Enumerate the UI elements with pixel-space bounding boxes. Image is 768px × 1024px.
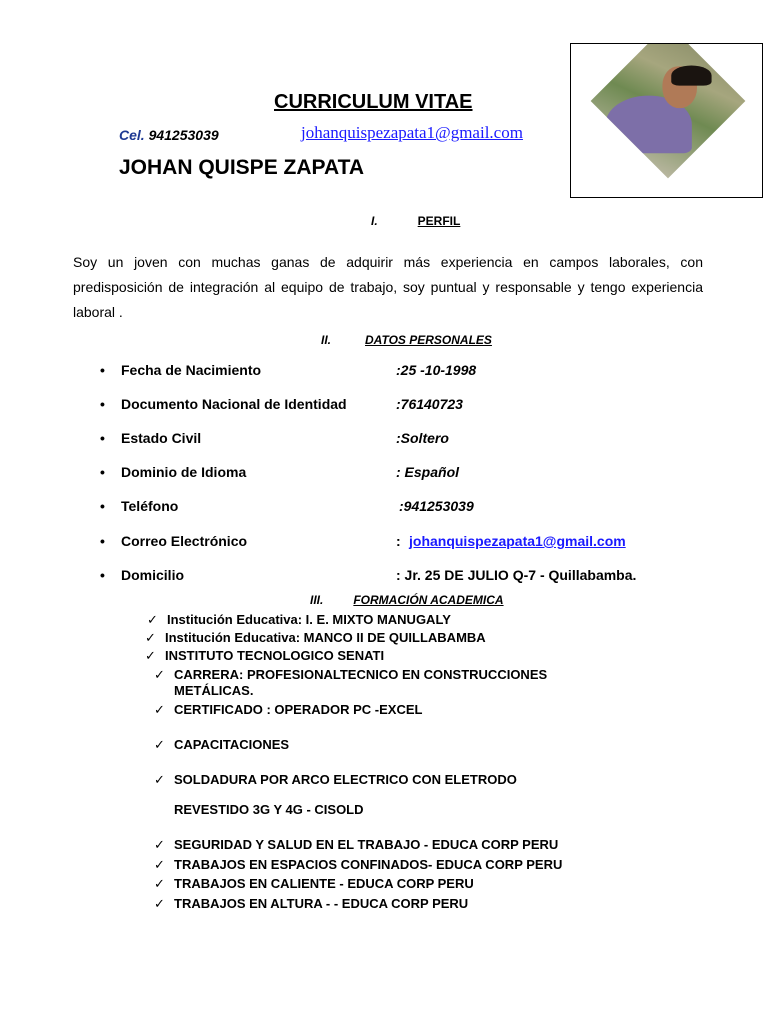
datos-label: Domicilio (121, 567, 185, 583)
datos-label: Teléfono (121, 498, 179, 514)
email-link[interactable]: johanquispezapata1@gmail.com (301, 123, 523, 142)
section-number: III. (310, 593, 324, 607)
phone-line (119, 127, 219, 143)
check-icon: ✓ (154, 896, 165, 911)
bullet: • (100, 362, 105, 378)
formacion-text: SEGURIDAD Y SALUD EN EL TRABAJO - EDUCA CORP PERU (174, 837, 559, 852)
check-icon: ✓ (154, 837, 165, 852)
section-title: FORMACIÓN ACADEMICA (353, 593, 504, 607)
section-title: DATOS PERSONALES (365, 333, 492, 347)
datos-value-prefix: : (396, 533, 401, 549)
phone-label: Cel. (119, 127, 145, 143)
datos-value: : Español (396, 464, 460, 480)
bullet: • (100, 498, 105, 514)
bullet: • (100, 464, 105, 480)
check-icon: ✓ (154, 876, 165, 891)
formacion-text: INSTITUTO TECNOLOGICO SENATI (165, 648, 385, 663)
datos-value: :76140723 (396, 396, 463, 412)
perfil-paragraph (73, 250, 703, 325)
full-name: JOHAN QUISPE ZAPATA (119, 156, 365, 179)
formacion-text: REVESTIDO 3G Y 4G - CISOLD (174, 802, 364, 817)
section-heading-perfil (371, 214, 460, 228)
datos-label: Estado Civil (121, 430, 202, 446)
formacion-text: CERTIFICADO : OPERADOR PC -EXCEL (174, 702, 423, 717)
formacion-text: CAPACITACIONES (174, 737, 290, 752)
datos-value: :Soltero (396, 430, 449, 446)
check-icon: ✓ (145, 648, 156, 663)
bullet: • (100, 396, 105, 412)
datos-email-link[interactable]: johanquispezapata1@gmail.com (409, 533, 626, 549)
check-icon: ✓ (154, 772, 165, 787)
formacion-text: Institución Educativa: MANCO II DE QUILLABAMBA (165, 630, 486, 645)
check-icon: ✓ (154, 737, 165, 752)
datos-label: Correo Electrónico (121, 533, 248, 549)
datos-label: Dominio de Idioma (121, 464, 247, 480)
formacion-text: TRABAJOS EN ALTURA - - EDUCA CORP PERU (174, 896, 469, 911)
formacion-text: TRABAJOS EN CALIENTE - EDUCA CORP PERU (174, 876, 474, 891)
datos-value: :25 -10-1998 (396, 362, 477, 378)
phone-number: 941253039 (148, 127, 219, 143)
formacion-text: Institución Educativa: I. E. MIXTO MANUGALY (167, 612, 451, 627)
section-number: II. (321, 333, 332, 347)
datos-value: : Jr. 25 DE JULIO Q-7 - Quillabamba. (396, 567, 637, 583)
datos-label: Fecha de Nacimiento (121, 362, 262, 378)
formacion-text: CARRERA: PROFESIONALTECNICO EN CONSTRUCCIONES (174, 667, 548, 682)
document-title: CURRICULUM VITAE (274, 91, 473, 113)
formacion-text: METÁLICAS. (174, 683, 254, 698)
section-number: I. (371, 214, 378, 228)
datos-label: Documento Nacional de Identidad (121, 396, 347, 412)
check-icon: ✓ (147, 612, 158, 627)
formacion-text: TRABAJOS EN ESPACIOS CONFINADOS- EDUCA CORP PERU (174, 857, 563, 872)
bullet: • (100, 567, 105, 583)
bullet: • (100, 533, 105, 549)
check-icon: ✓ (154, 702, 165, 717)
section-heading-formacion (310, 593, 504, 607)
check-icon: ✓ (154, 667, 165, 682)
formacion-text: SOLDADURA POR ARCO ELECTRICO CON ELETRODO (174, 772, 517, 787)
section-heading-datos (321, 333, 492, 347)
profile-photo-frame (570, 43, 763, 198)
perfil-text: Soy un joven con muchas ganas de adquirir más experiencia en campos laborales, con predisposición de integración al equipo de trabajo, soy puntual y responsable y tengo experiencia laboral . (73, 254, 703, 320)
section-title: PERFIL (417, 214, 461, 228)
check-icon: ✓ (154, 857, 165, 872)
datos-value: :941253039 (399, 498, 474, 514)
bullet: • (100, 430, 105, 446)
profile-photo (591, 43, 746, 178)
check-icon: ✓ (145, 630, 156, 645)
